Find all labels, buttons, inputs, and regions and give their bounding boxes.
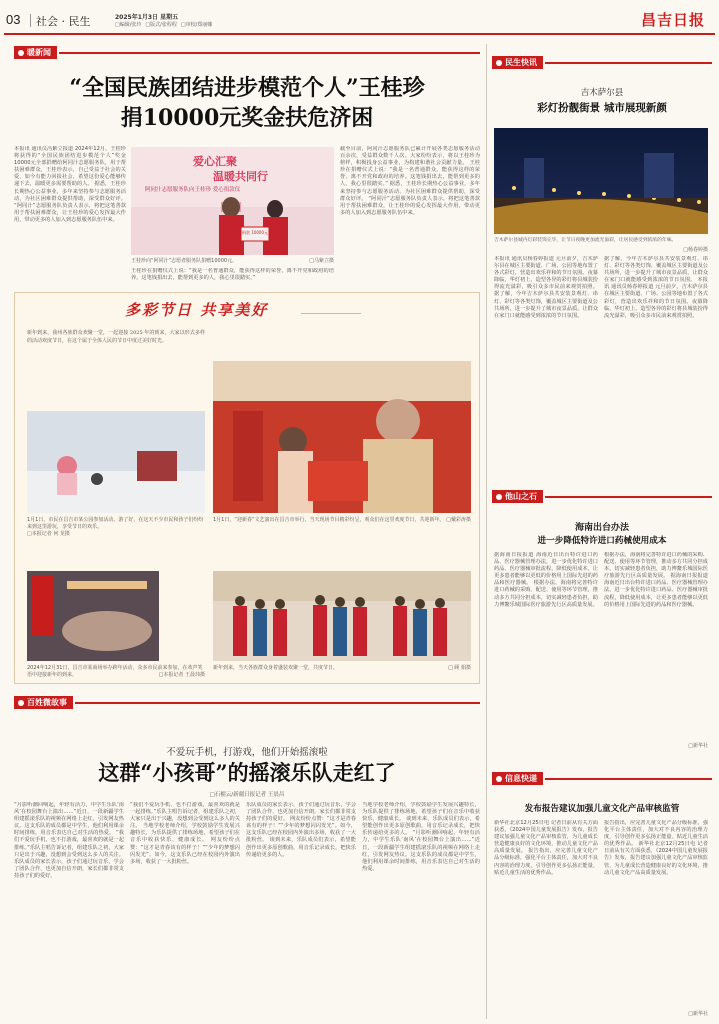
photo-banner-text-2: 温暖共同行	[213, 170, 268, 183]
festival-photo-kids-park	[27, 411, 205, 513]
section-banner-stories	[14, 696, 480, 709]
banner-label: 信息快递	[505, 774, 537, 783]
r2-text-col2: 根据办法，海南将完善特许进口药械的采购、配送、使用等环节管理，推动多方共同分担成本，切实减轻患者负担，助力博鳌乐城国际医疗旅游先行区高质量发展。 据海南日报报道 海南近日出台特许进口药品、医疗器械管理办法，进一步优化特许进口药品、医疗器械审批流程，降低使用成本，让更多患者能够以更低的价格用上国际先进的药品和医疗器械。	[604, 552, 708, 608]
festival-credit-3: □本报记者 王晨玮摄	[158, 671, 205, 678]
band-text-col2: “我们不爱玩手机，也不打游戏，最喜欢的就是一起排练。”乐队主唱告诉记者，组建乐队之初，大家只是出于兴趣，没想到会受到这么多人的关注。 当地学校老师介绍，学校鼓励学生发展兴趣特长，为乐队提供了排练场地，希望孩子们在音乐中收获快乐，健康成长。 网友纷纷点赞：“这才是青春该有的样子！”“少年的梦想闪闪发光”。如今，这支乐队已经在校园内外演出多场，收获了一大批粉丝。	[130, 802, 240, 865]
band-headline: 这群“小孩哥”的摇滚乐队走红了	[98, 760, 396, 785]
section-banner-livelihood	[492, 56, 712, 69]
r1-text-col2: 据了解，今年吉木萨尔县共安装景观灯、串灯、彩灯等各类灯饰，覆盖城区主要街道及公共场所，进一步提升了城市夜景品质，让群众在家门口就能感受到浓浓的节日氛围。 本报讯 通讯员杨春婷报道 元旦前夕，吉木萨尔县在城区主要街道、广场、公园等地布置了各式彩灯，营造出欢乐祥和的节日氛围。夜幕降临，华灯初上，造型各异的彩灯将县城装扮得流光溢彩，吸引众多市民前来观赏拍照。	[604, 256, 708, 319]
r3-headline: 发布报告建议加强儿童文化产品审核监管	[524, 804, 680, 814]
masthead	[0, 0, 719, 38]
banner-label: 百姓微故事	[27, 698, 67, 707]
festival-photo-couplets	[213, 361, 471, 513]
r2-kicker: 海南出台办法	[574, 523, 629, 533]
festival-credit-4: □ 顾 娟摄	[448, 665, 471, 671]
r2-headline: 进一步降低特许进口药械使用成本	[537, 536, 667, 546]
bullet-icon	[496, 60, 502, 66]
editor-2: □版式/张程程	[145, 22, 177, 28]
article-text-under-photo: 王桂珍在捐赠仪式上说：“我是一名普通群众，能获得这样的荣誉，离不开党和政府的培养。这笔钱捐出去，能帮到更多的人，我心里很踏实。”	[131, 268, 334, 282]
band-text-col4: 当地学校老师介绍，学校鼓励学生发展兴趣特长，为乐队提供了排练场地，希望孩子们在音乐中收获快乐，健康成长。 谈到未来，乐队成员们表示，希望能创作出更多原创歌曲，用音乐记录成长，把快乐传递给更多的人。 “月影听潮回响起，年轻有活力，中学生乐队‘南风’在校园舞台上演出……”近日，一段新疆学生组建摇滚乐队的视频在网络上走红，引发网友热议。这支乐队的成员都是中学生，他们利用课余时间排练，用音乐表达自己对生活的热爱。	[362, 802, 480, 872]
section-banner-other-stones	[492, 490, 712, 503]
festival-flourish	[301, 313, 361, 314]
bullet-icon	[18, 50, 24, 56]
festival-photo-mall	[27, 571, 159, 661]
r1-text-col1: 本报讯 通讯员杨春婷报道 元旦前夕，吉木萨尔县在城区主要街道、广场、公园等地布置了各式彩灯，营造出欢乐祥和的节日氛围。夜幕降临，华灯初上，造型各异的彩灯将县城装扮得流光溢彩，吸引众多市民前来观赏拍照。 据了解，今年吉木萨尔县共安装景观灯、串灯、彩灯等各类灯饰，覆盖城区主要街道及公共场所，进一步提升了城市夜景品质，让群众在家门口就能感受到浓浓的节日氛围。	[494, 256, 598, 319]
r3-credit: □新华社	[688, 1011, 708, 1017]
festival-photo-couplets-art	[213, 361, 471, 513]
band-byline: □石榴云/新疆日报记者 王晨昌	[209, 792, 285, 798]
festival-photo-group	[213, 571, 471, 661]
festival-credit-2: □戴彩涛摄	[446, 517, 471, 523]
article-text-col3: 截至目前，阿同汁志愿服务队已累计开展各类志愿服务活动百余次，受益群众数千人次。大家纷纷表示，将以王桂珍为榜样，积极投身公益事业，为构建和谐社会贡献力量。 王桂珍在捐赠仪式上说：“我是一名普通群众，能获得这样的荣誉，离不开党和政府的培养。这笔钱捐出去，能帮到更多的人，我心里很踏实。” 据悉，王桂珍长期热心公益事业，多年来坚持参与志愿服务活动，为社区困难群众提供帮助，深受群众好评。 “阿同汁”志愿服务队负责人表示，将把这笔善款用于帮扶困难群众，让王桂珍的爱心发挥最大作用，带动更多的人加入到志愿服务队伍中来。	[340, 146, 480, 216]
r1-credit: □杨春婷摄	[683, 247, 708, 253]
section-banner-info	[492, 772, 712, 785]
banner-label: 民生快讯	[505, 58, 537, 67]
donation-photo-caption: 王桂珍向“阿同汁”志愿者服务队捐赠10000元。 □马紫立摄	[131, 258, 334, 264]
festival-caption-3: 2024年12月31日，昌吉市某商场举办跨年活动，众多市民前来参加，在欢声笑语中迎接新年的到来。 □本报记者 王晨玮摄	[27, 665, 205, 678]
editor-3: □审校/郑丽娜	[180, 22, 213, 28]
band-kicker: 不爱玩手机，打游戏，他们开始摇滚啦	[166, 747, 328, 758]
festival-feature	[14, 292, 480, 684]
festival-photo-kids-park-art	[27, 411, 205, 513]
section-name: 社会 · 民生	[36, 15, 91, 28]
festival-photo-group-art	[213, 571, 471, 661]
r1-caption: 吉木萨尔县城内灯彩装饰完毕，让节日夜晚更加流光溢彩，让居民感受到浓浓的年味。	[494, 238, 677, 243]
festival-title: 多彩节日 共享美好	[125, 301, 269, 319]
banner-label: 暖新闻	[27, 48, 51, 57]
band-text-col3: 乐队成员的家长表示，孩子们通过玩音乐，学会了团队合作，也更加自信开朗，家长们都非常支持孩子们的爱好。 网友纷纷点赞：“这才是青春该有的样子！”“少年的梦想闪闪发光”。如今，这支乐队已经在校园内外演出多场，收获了一大批粉丝。 谈到未来，乐队成员们表示，希望能创作出更多原创歌曲，用音乐记录成长，把快乐传递给更多的人。	[246, 802, 356, 858]
photo-banner-text-3: 阿同汁志愿服务队向王桂珍 爱心捐款仪	[145, 187, 241, 193]
festival-caption-4: 新年到来，当天各族群众身着盛装欢聚一堂，共度节日。 □ 顾 娟摄	[213, 665, 471, 671]
lantern-street-photo	[494, 128, 708, 234]
masthead-rule	[4, 33, 715, 35]
issue-date: 2025年1月3日 星期五	[115, 14, 179, 21]
bullet-icon	[496, 776, 502, 782]
photo-credit: □马紫立摄	[309, 258, 334, 264]
main-headline-line2: 捐10000元奖金扶危济困	[120, 105, 374, 131]
column-divider	[486, 44, 487, 1019]
photo-donation-board: 捐款 10000元	[242, 230, 268, 235]
r3-text-col1: 新华社北京12月25日电 记者日前从有关方面获悉，《2024中国儿童发展报告》发布，报告建议加强儿童文化产品审核监管，为儿童成长营造健康良好的文化环境，推动儿童文化产品高质量发展。 报告指出，应完善儿童文化产品分级标准，强化平台主体责任，加大对不良内容的治理力度，引导创作更多弘扬正能量、贴近儿童生活的优秀作品。	[494, 820, 598, 876]
article-text-col1: 本报讯 通讯员冯紫立报道 2024年12月，王桂珍将获得的“全国民族团结进步模范个人”奖金10000元全部捐赠给阿同汁志愿服务队，用于帮扶困难群众，王桂珍表示，自己受益于社会的关爱，如今有能力回报社会，希望这份爱心能够传递下去，温暖更多需要帮助的人。 据悉，王桂珍长期热心公益事业，多年来坚持参与志愿服务活动，为社区困难群众提供帮助，深受群众好评。 “阿同汁”志愿服务队负责人表示，将把这笔善款用于帮扶困难群众，让王桂珍的爱心发挥最大作用，带动更多的人加入到志愿服务队伍中来。	[14, 146, 126, 223]
festival-credit-1: □本报记者 何 龙摄	[27, 531, 70, 537]
editor-1: □编辑/张玲	[115, 22, 142, 28]
photo-banner-text-1: 爱心汇聚	[193, 155, 237, 168]
band-text-col1: “月影听潮回响起，年轻有活力，中学生乐队‘南风’在校园舞台上演出……”近日，一段新疆学生组建摇滚乐队的视频在网络上走红，引发网友热议。这支乐队的成员都是中学生，他们利用课余时间排练，用音乐表达自己对生活的热爱。 “我们不爱玩手机，也不打游戏，最喜欢的就是一起排练。”乐队主唱告诉记者，组建乐队之初，大家只是出于兴趣，没想到会受到这么多人的关注。 乐队成员的家长表示，孩子们通过玩音乐，学会了团队合作，也更加自信开朗，家长们都非常支持孩子们的爱好。	[14, 802, 124, 879]
r1-headline: 彩灯扮靓街景 城市展现新颜	[537, 102, 667, 114]
bullet-icon	[496, 494, 502, 500]
festival-photo-mall-art	[27, 571, 159, 661]
festival-intro: 新年到来，我州各族群众欢聚一堂，一起迎接 2025 年的到来，大家以形式多样的活动欢度节日，在这个属于全体人民的节日中度过美好时光。	[27, 330, 205, 344]
r3-text-col2: 报告指出，应完善儿童文化产品分级标准，强化平台主体责任，加大对不良内容的治理力度，引导创作更多弘扬正能量、贴近儿童生活的优秀作品。 新华社北京12月25日电 记者日前从有关方面获悉，《2024中国儿童发展报告》发布，报告建议加强儿童文化产品审核监管，为儿童成长营造健康良好的文化环境，推动儿童文化产品高质量发展。	[604, 820, 708, 876]
paper-logo: 昌吉日报	[640, 11, 705, 29]
r2-text-col1: 据海南日报报道 海南近日出台特许进口药品、医疗器械管理办法，进一步优化特许进口药品、医疗器械审批流程，降低使用成本，让更多患者能够以更低的价格用上国际先进的药品和医疗器械。 根据办法，海南将完善特许进口药械的采购、配送、使用等环节管理，推动多方共同分担成本，切实减轻患者负担，助力博鳌乐城国际医疗旅游先行区高质量发展。	[494, 552, 598, 608]
lantern-street-photo-art	[494, 128, 708, 234]
festival-caption-2: 1月1日，“迎新春”文艺演出在昌吉市举行，当天现场节目精彩纷呈，观众们在这里欢度节日，共迎新年。 □戴彩涛摄	[213, 517, 471, 523]
banner-label: 他山之石	[505, 492, 537, 501]
main-headline-line1: “全国民族团结进步模范个人”王桂珍	[69, 75, 425, 101]
page-number: 03	[6, 12, 21, 27]
section-banner-warm-news	[14, 46, 480, 59]
section-divider	[30, 14, 31, 27]
festival-caption-1: 1月1日，市民在昌吉市某公园参加活动。游了好，在这天不少市民和孩子们纷纷来到这里游玩，享受节日的欢乐。 □本报记者 何 龙摄	[27, 517, 204, 537]
donation-photo	[131, 147, 334, 255]
r1-kicker: 吉木萨尔县	[580, 88, 624, 98]
bullet-icon	[18, 700, 24, 706]
r2-credit: □新华社	[688, 743, 708, 749]
editors	[115, 21, 212, 28]
